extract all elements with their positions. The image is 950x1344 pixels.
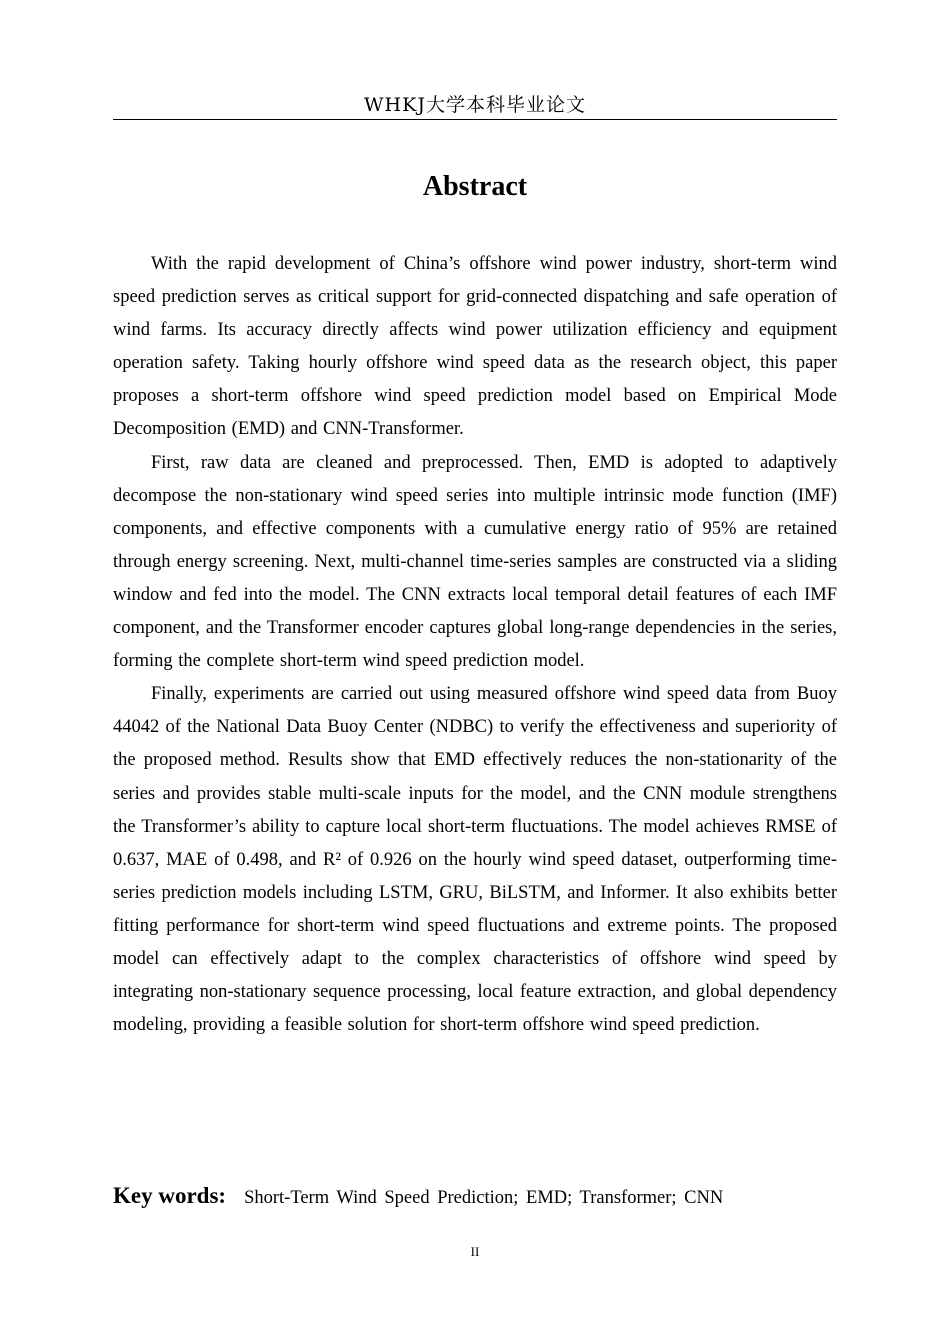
keywords-text: Short-Term Wind Speed Prediction; EMD; Transformer; CNN	[244, 1188, 724, 1208]
keywords-line	[113, 1178, 837, 1216]
keywords-label: Key words:	[113, 1183, 227, 1208]
abstract-paragraph-1: With the rapid development of China’s offshore wind power industry, short-term wind speed prediction serves as critical support for grid-connected dispatching and safe operation of wind farms. Its accuracy directly affects wind power utilization efficiency and equipment operation safety. Taking hourly offshore wind speed data as the research object, this paper proposes a short-term offshore wind speed prediction model based on Empirical Mode Decomposition (EMD) and CNN-Transformer.	[113, 254, 837, 440]
abstract-body	[113, 248, 837, 1042]
abstract-paragraph-2: First, raw data are cleaned and preprocessed. Then, EMD is adopted to adaptively decompose the non-stationary wind speed series into multiple intrinsic mode function (IMF) components, and effective components with a cumulative energy ratio of 95% are retained through energy screening. Next, multi-channel time-series samples are constructed via a sliding window and fed into the model. The CNN extracts local temporal detail features of each IMF component, and the Transformer encoder captures global long-range dependencies in the series, forming the complete short-term wind speed prediction model.	[113, 452, 837, 672]
page-number: II	[470, 1244, 480, 1259]
running-header: WHKJ大学本科毕业论文	[364, 94, 586, 116]
header-rule	[113, 119, 837, 120]
page-title: Abstract	[422, 171, 528, 202]
abstract-paragraph-3: Finally, experiments are carried out using measured offshore wind speed data from Buoy 44042 of the National Data Buoy Center (NDBC) to verify the effectiveness and superiority of the proposed method. Results show that EMD effectively reduces the non-stationarity of the series and provides stable multi-scale inputs for the model, and the CNN module strengthens the Transformer’s ability to capture local short-term fluctuations. The model achieves RMSE of 0.637, MAE of 0.498, and R² of 0.926 on the hourly wind speed dataset, outperforming time-series prediction models including LSTM, GRU, BiLSTM, and Informer. It also exhibits better fitting performance for short-term wind speed fluctuations and extreme points. The proposed model can effectively adapt to the complex characteristics of offshore wind speed by integrating non-stationary sequence processing, local feature extraction, and global dependency modeling, providing a feasible solution for short-term offshore wind speed prediction.	[113, 684, 837, 1036]
